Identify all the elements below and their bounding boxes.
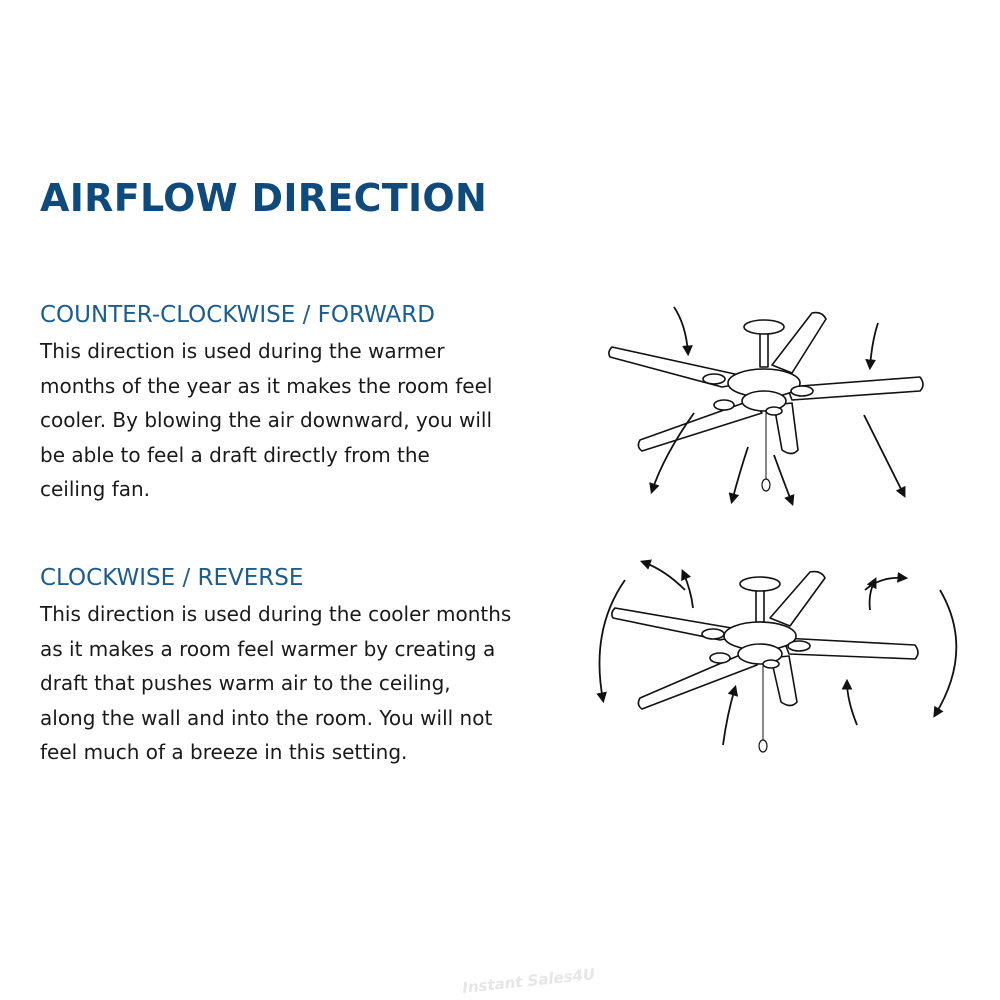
body-line: This direction is used during the cooler months xyxy=(40,602,512,626)
body-line: along the wall and into the room. You will not xyxy=(40,705,493,730)
section-reverse xyxy=(40,565,580,770)
section-heading-reverse: CLOCKWISE / REVERSE xyxy=(40,565,304,591)
body-line: draft that pushes warm air to the ceiling, xyxy=(40,671,451,696)
ceiling-fan-reverse-icon xyxy=(585,550,960,775)
body-line: This direction is used during the warmer xyxy=(40,339,445,363)
section-forward xyxy=(40,302,580,507)
section-body-reverse xyxy=(40,597,580,770)
body-line: months of the year as it makes the room feel xyxy=(40,373,493,398)
page-title: AIRFLOW DIRECTION xyxy=(40,176,488,220)
section-body-forward xyxy=(40,334,580,507)
section-heading-forward: COUNTER-CLOCKWISE / FORWARD xyxy=(40,302,435,328)
body-line: ceiling fan. xyxy=(40,477,151,502)
watermark-logo: Instant Sales4U xyxy=(461,965,596,997)
body-line: be able to feel a draft directly from the xyxy=(40,442,430,467)
body-line: as it makes a room feel warmer by creating a xyxy=(40,636,496,661)
ceiling-fan-forward-icon xyxy=(602,305,937,515)
body-line: feel much of a breeze in this setting. xyxy=(40,740,408,765)
body-line: cooler. By blowing the air downward, you will xyxy=(40,408,493,433)
